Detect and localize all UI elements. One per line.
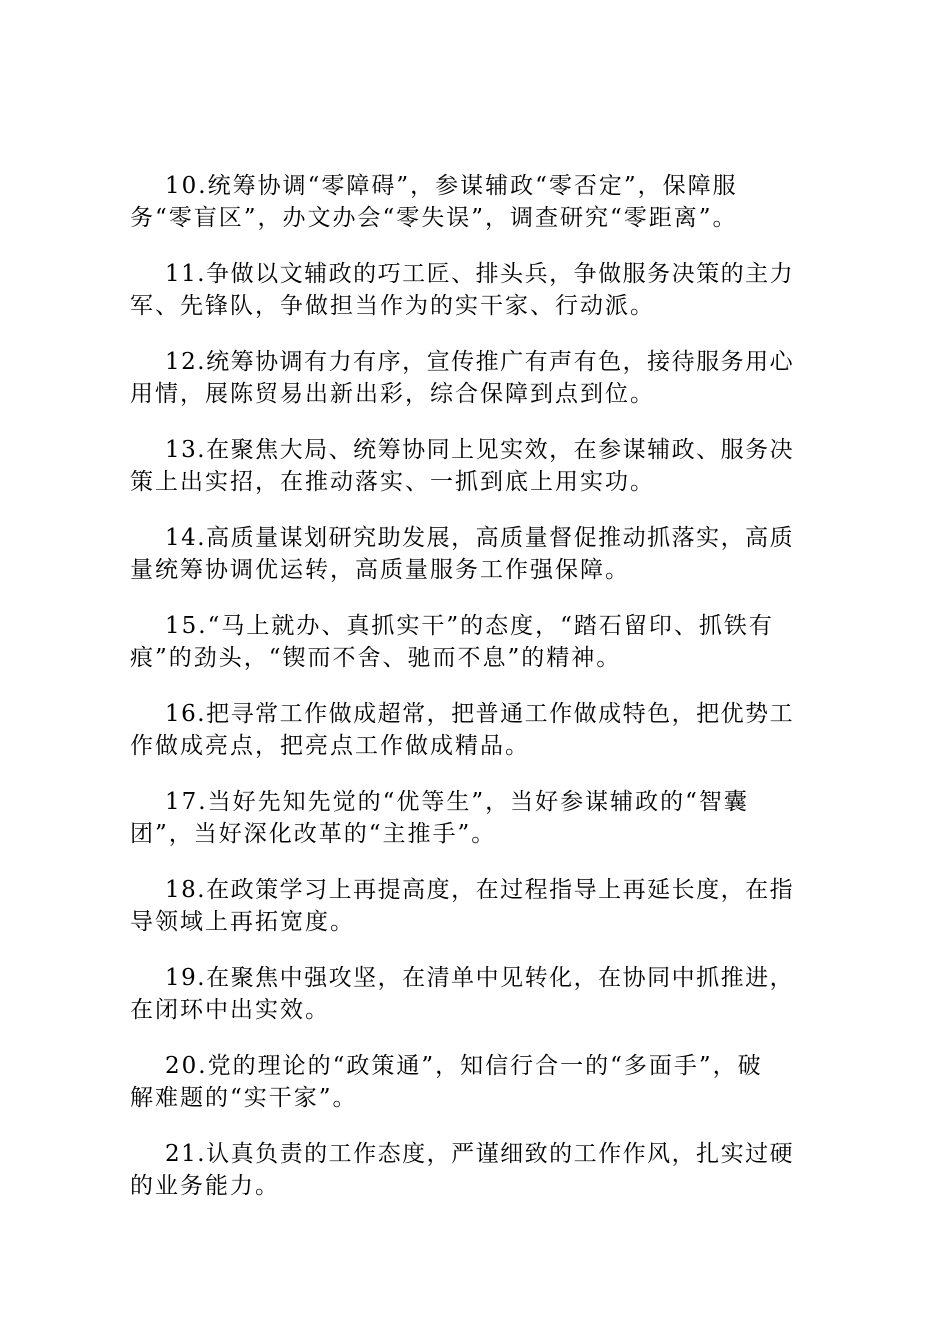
list-item-17 [130, 786, 830, 850]
list-item-20 [130, 1050, 830, 1114]
list-item-line: 11.争做以文辅政的巧工匠、排头兵，争做服务决策的主力 [165, 261, 795, 287]
list-item-19 [130, 962, 830, 1026]
list-item-11 [130, 258, 830, 322]
list-item-line: 导领域上再拓宽度。 [130, 909, 355, 935]
list-item-line: 18.在政策学习上再提高度，在过程指导上再延长度，在指 [165, 877, 795, 903]
list-item-line: 17.当好先知先觉的“优等生”，当好参谋辅政的“智囊 [165, 789, 749, 815]
list-item-line: 策上出实招，在推动落实、一抓到底上用实功。 [130, 469, 655, 495]
list-item-line: 12.统筹协调有力有序，宣传推广有声有色，接待服务用心 [165, 349, 795, 375]
list-item-line: 作做成亮点，把亮点工作做成精品。 [130, 733, 530, 759]
list-item-13 [130, 434, 830, 498]
list-item-line: 量统筹协调优运转，高质量服务工作强保障。 [130, 557, 630, 583]
list-item-14 [130, 522, 830, 586]
list-item-line: 13.在聚焦大局、统筹协同上见实效，在参谋辅政、服务决 [165, 437, 795, 463]
list-item-line: 19.在聚焦中强攻坚，在清单中见转化，在协同中抓推进， [165, 965, 795, 991]
list-item-18 [130, 874, 830, 938]
list-item-line: 军、先锋队，争做担当作为的实干家、行动派。 [130, 293, 655, 319]
list-item-line: 10.统筹协调“零障碍”，参谋辅政“零否定”，保障服 [165, 173, 738, 199]
list-item-line: 用情，展陈贸易出新出彩，综合保障到点到位。 [130, 381, 655, 407]
list-item-line: 14.高质量谋划研究助发展，高质量督促推动抓落实，高质 [165, 525, 795, 551]
list-item-line: 在闭环中出实效。 [130, 997, 330, 1023]
list-item-line: 团”，当好深化改革的“主推手”。 [130, 821, 497, 847]
list-item-line: 解难题的“实干家”。 [130, 1085, 358, 1111]
list-item-12 [130, 346, 830, 410]
list-item-line: 20.党的理论的“政策通”，知信行合一的“多面手”，破 [165, 1053, 763, 1079]
list-item-line: 的业务能力。 [130, 1173, 280, 1199]
list-item-line: 16.把寻常工作做成超常，把普通工作做成特色，把优势工 [165, 701, 795, 727]
list-item-line: 21.认真负责的工作态度，严谨细致的工作作风，扎实过硬 [165, 1141, 795, 1167]
list-item-line: 痕”的劲头，“锲而不舍、驰而不息”的精神。 [130, 645, 622, 671]
list-item-line: 务“零盲区”，办文办会“零失误”，调查研究“零距离”。 [130, 205, 738, 231]
document-body [130, 170, 830, 1226]
list-item-10 [130, 170, 830, 234]
list-item-15 [130, 610, 830, 674]
list-item-21 [130, 1138, 830, 1202]
list-item-line: 15.“马上就办、真抓实干”的态度，“踏石留印、抓铁有 [165, 613, 774, 639]
list-item-16 [130, 698, 830, 762]
